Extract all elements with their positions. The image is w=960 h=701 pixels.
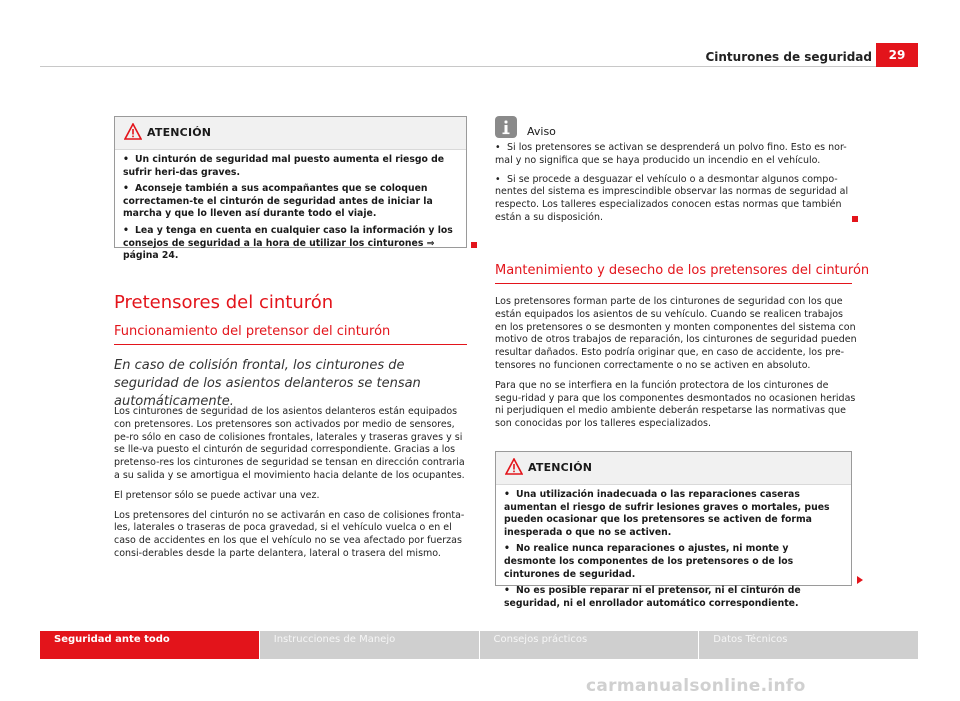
note-item: • Si los pretensores se activan se desprenderá un polvo fino. Esto es nor-mal y no significa que se haya producido un incendio en el vehículo.: [495, 142, 847, 166]
subsection-rule: [495, 283, 852, 284]
subsection-rule: [114, 344, 467, 345]
warning-triangle-icon: [505, 458, 523, 475]
tab-seguridad-ante-todo[interactable]: Seguridad ante todo: [40, 631, 259, 659]
lead-paragraph: En caso de colisión frontal, los cinturones de seguridad de los asientos delanteros se tensan automáticamente.: [114, 358, 421, 409]
body-text-left: [114, 406, 466, 568]
tab-datos-tecnicos[interactable]: Datos Técnicos: [699, 631, 918, 659]
warning-box-right: [495, 451, 852, 609]
subsection-title: Funcionamiento del pretensor del cinturón: [114, 324, 391, 339]
warning-item: • No realice nunca reparaciones o ajustes, ni monte y desmonte los componentes de los pretensores o de los cinturones de seguridad.: [504, 543, 794, 580]
subsection-title-maintenance: Mantenimiento y desecho de los pretensores del cinturón: [495, 263, 870, 278]
warning-header: [115, 117, 466, 150]
body-text-right: [495, 296, 857, 438]
warning-item: • Una utilización inadecuada o las reparaciones caseras aumentan el riesgo de sufrir lesiones graves o mortales, pues pueden ocasionar que los pretensores se activen de forma inesperada o que no se activen.: [504, 489, 830, 538]
paragraph: El pretensor sólo se puede activar una vez.: [114, 489, 320, 501]
warning-item: • No es posible reparar ni el pretensor, ni el cinturón de seguridad, ni el enrollador automático correspondiente.: [504, 585, 801, 609]
section-title: Pretensores del cinturón: [114, 292, 334, 313]
note-item: • Si se procede a desguazar el vehículo o a desmontar algunos compo-nentes del sistema es imprescindible observar las normas de seguridad al respecto. Los talleres especializados conocen estas normas que también están a su disposición.: [495, 173, 849, 223]
tab-instrucciones-de-manejo[interactable]: Instrucciones de Manejo: [260, 631, 479, 659]
warning-title: ATENCIÓN: [528, 461, 593, 474]
end-of-section-marker: [471, 242, 477, 248]
continued-arrow-marker: [857, 576, 863, 584]
paragraph: Los pretensores forman parte de los cinturones de seguridad con los que están equipados los asientos de su vehículo. Cuando se realicen trabajos en los pretensores o se desmonten y monten componentes del sistema con motivo de otros trabajos de reparación, los cinturones de seguridad pueden resultar dañados. Esto podría originar que, en caso de accidente, los pre-tensores no funcionen correctamente o no se activen en absoluto.: [495, 296, 857, 371]
tab-consejos-practicos[interactable]: Consejos prácticos: [480, 631, 699, 659]
note-title: Aviso: [527, 125, 556, 138]
note-icon: [495, 116, 517, 138]
watermark: carmanualsonline.info: [586, 676, 806, 696]
warning-item: • Lea y tenga en cuenta en cualquier caso la información y los consejos de seguridad a la hora de utilizar los cinturones ⇒ página 24.: [123, 224, 453, 262]
paragraph: Para que no se interfiera en la función protectora de los cinturones de segu-ridad y para que los componentes desmontados no ocasionen heridas ni perjudiquen el medio ambiente deberán respetarse las normativas que son conocidas por los talleres especializados.: [495, 379, 856, 430]
running-header-title: Cinturones de seguridad: [705, 50, 872, 64]
warning-item: • Un cinturón de seguridad mal puesto aumenta el riesgo de sufrir heri-das graves.: [123, 154, 445, 178]
warning-header: [496, 452, 851, 485]
header-rule: [40, 66, 918, 67]
note-body: [495, 142, 857, 232]
warning-item: • Aconseje también a sus acompañantes que se coloquen correctamen-te el cinturón de seguridad antes de iniciar la marcha y que lo lleven así durante todo el viaje.: [123, 183, 433, 220]
end-of-section-marker: [852, 216, 858, 222]
warning-title: ATENCIÓN: [147, 126, 212, 139]
paragraph: Los pretensores del cinturón no se activarán en caso de colisiones fronta-les, laterales o traseras de poca gravedad, si el vehículo vuelca o en el caso de accidentes en los que el vehículo no se vea afectado por fuerzas consi-derables desde la parte delantera, lateral o trasera del mismo.: [114, 509, 465, 559]
page-number: 29: [876, 43, 918, 67]
paragraph: Los cinturones de seguridad de los asientos delanteros están equipados con pretensores. Los pretensores son activados por medio de sensores, pe-ro sólo en caso de colisiones frontales, laterales y traseras graves y si se lle-va puesto el cinturón de seguridad correspondiente. Gracias a los pretenso-res los cinturones de seguridad se tensan en dirección contraria a su salida y se amortigua el movimiento hacia delante de los ocupantes.: [114, 406, 465, 481]
warning-triangle-icon: [124, 123, 142, 140]
warning-box-left: [114, 116, 467, 262]
footer-nav: [40, 631, 918, 659]
